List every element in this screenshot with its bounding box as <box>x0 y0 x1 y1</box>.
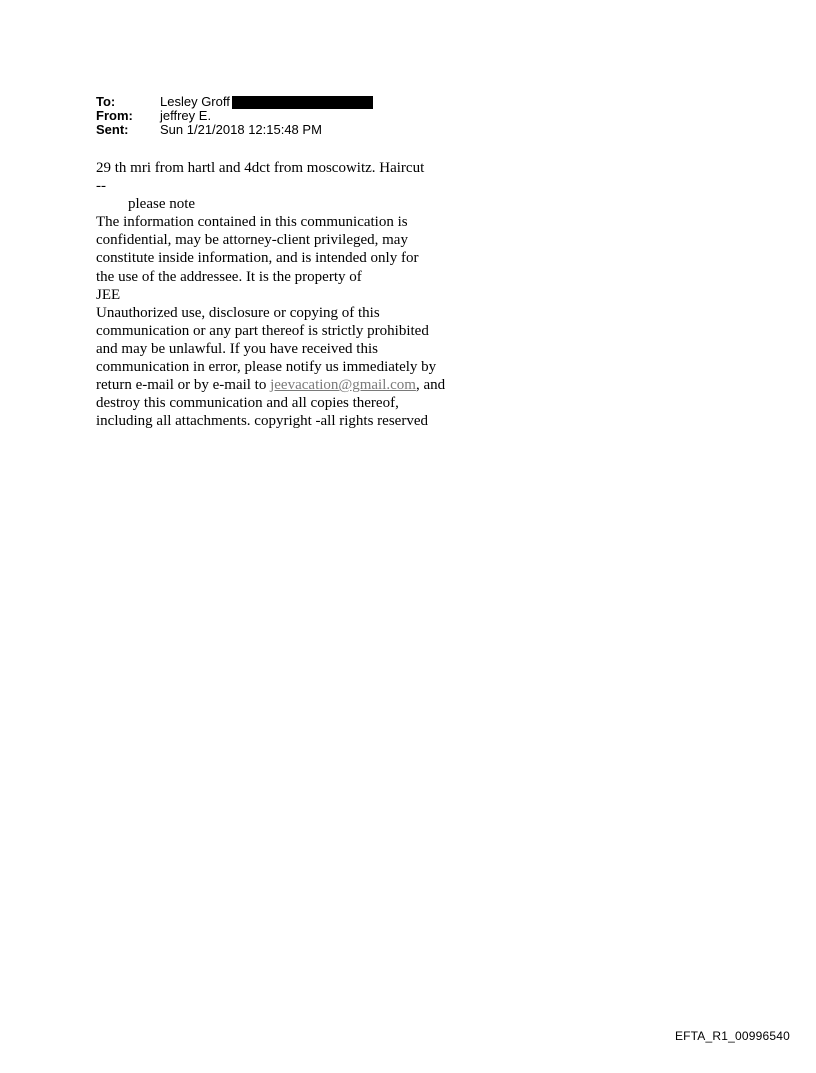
from-row <box>96 109 373 123</box>
signature-separator: -- <box>96 178 106 195</box>
disclaimer-line: The information contained in this communication is <box>96 214 408 231</box>
message-line: 29 th mri from hartl and 4dct from moscowitz. Haircut <box>96 160 425 176</box>
disclaimer-line: the use of the addressee. It is the property of <box>96 268 362 285</box>
message-body <box>96 159 516 430</box>
sent-value: Sun 1/21/2018 12:15:48 PM <box>160 122 322 137</box>
sent-row <box>96 123 373 137</box>
to-row <box>96 95 373 109</box>
to-label: To: <box>96 94 116 109</box>
document-id: EFTA_R1_00996540 <box>674 1029 790 1043</box>
return-prefix: return e-mail or by e-mail to <box>96 377 271 394</box>
disclaimer-line: destroy this communication and all copies thereof, <box>96 395 399 412</box>
disclaimer-line: JEE <box>96 286 121 303</box>
please-note: please note <box>128 196 196 213</box>
disclaimer-line-with-link <box>96 376 516 394</box>
disclaimer-line: including all attachments. copyright -all rights reserved <box>96 413 428 430</box>
return-suffix: , and <box>415 377 446 394</box>
redaction-bar <box>232 96 373 109</box>
disclaimer-line: communication or any part thereof is strictly prohibited <box>96 322 429 339</box>
recipient-name: Lesley Groff <box>160 94 230 109</box>
disclaimer-line: constitute inside information, and is intended only for <box>96 250 419 267</box>
from-label: From: <box>96 108 133 123</box>
disclaimer-line: and may be unlawful. If you have received this <box>96 340 378 357</box>
email-header <box>96 95 373 137</box>
from-value: jeffrey E. <box>160 108 212 123</box>
disclaimer-line: Unauthorized use, disclosure or copying of this <box>96 304 380 321</box>
disclaimer-line: communication in error, please notify us immediately by <box>96 359 437 376</box>
to-value <box>160 95 373 109</box>
disclaimer-line: confidential, may be attorney-client privileged, may <box>96 232 408 249</box>
email-link[interactable]: jeevacation@gmail.com <box>270 377 416 394</box>
sent-label: Sent: <box>96 122 129 137</box>
